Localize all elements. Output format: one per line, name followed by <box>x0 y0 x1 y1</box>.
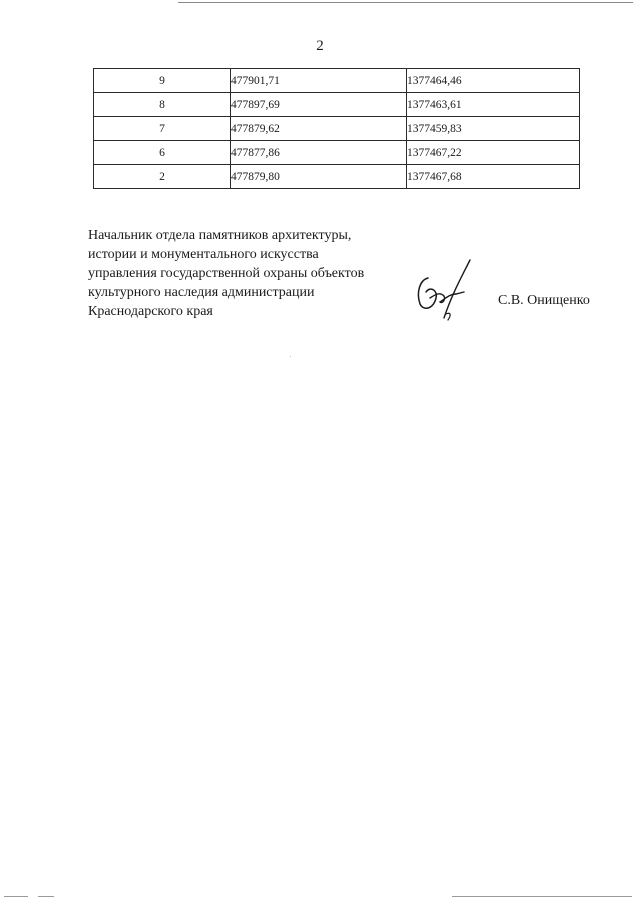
point-number-cell: 7 <box>94 117 231 141</box>
point-number-cell: 2 <box>94 165 231 189</box>
table-row <box>94 69 580 93</box>
scan-edge-mark <box>38 896 54 897</box>
point-number-cell: 8 <box>94 93 231 117</box>
y-coordinate-cell: 1377467,22 <box>407 141 580 165</box>
page-number: 2 <box>316 38 324 54</box>
x-coordinate-cell: 477879,80 <box>231 165 407 189</box>
scan-edge-line <box>178 2 633 3</box>
y-coordinate-cell: 1377467,68 <box>407 165 580 189</box>
signatory-title-line: культурного наследия администрации <box>88 285 315 300</box>
table-row <box>94 165 580 189</box>
y-coordinate-cell: 1377464,46 <box>407 69 580 93</box>
scan-edge-mark <box>4 896 28 897</box>
coordinates-table <box>93 68 580 189</box>
x-coordinate-cell: 477897,69 <box>231 93 407 117</box>
signatory-title-line: Начальник отдела памятников архитектуры, <box>88 228 352 243</box>
signatory-title-line: истории и монументального искусства <box>88 247 319 262</box>
signatory-title <box>88 226 398 321</box>
table-row <box>94 117 580 141</box>
point-number-cell: 9 <box>94 69 231 93</box>
signatory-title-line: Краснодарского края <box>88 304 213 319</box>
x-coordinate-cell: 477879,62 <box>231 117 407 141</box>
signatory-title-line: управления государственной охраны объектов <box>88 266 365 281</box>
x-coordinate-cell: 477877,86 <box>231 141 407 165</box>
x-coordinate-cell: 477901,71 <box>231 69 407 93</box>
scan-speck <box>290 356 291 357</box>
y-coordinate-cell: 1377459,83 <box>407 117 580 141</box>
handwritten-signature <box>406 258 486 322</box>
signatory-name: С.В. Онищенко <box>498 293 590 308</box>
scan-edge-mark <box>452 896 632 897</box>
table-row <box>94 93 580 117</box>
y-coordinate-cell: 1377463,61 <box>407 93 580 117</box>
table-row <box>94 141 580 165</box>
point-number-cell: 6 <box>94 141 231 165</box>
